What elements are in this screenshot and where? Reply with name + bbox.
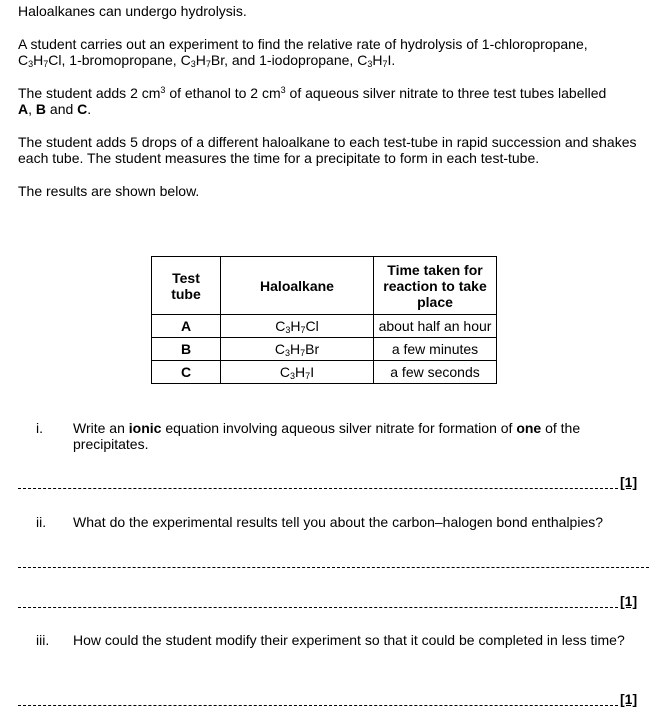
- cell-haloalkane: $C_3H_7I$: [221, 361, 374, 384]
- mark-allocation: [1]: [620, 691, 638, 707]
- header-test-tube: Test tube: [152, 257, 221, 315]
- header-haloalkane: Haloalkane: [221, 257, 374, 315]
- question-number: ii.: [36, 514, 47, 530]
- answer-line[interactable]: [18, 567, 649, 568]
- question-text: What do the experimental results tell you about the carbon–halogen bond enthalpies?: [73, 514, 604, 530]
- mark-allocation: [1]: [620, 474, 638, 490]
- intro-paragraph-method: The student adds 2 $cm^3$ of ethanol to 2 $cm^3$ of aqueous silver nitrate to three test tubes labelled A, B and C.: [18, 85, 607, 117]
- question-text: Write an ionic equation involving aqueous silver nitrate for formation of one of the precipitates.: [73, 420, 581, 452]
- table-header-row: [152, 257, 497, 315]
- intro-paragraph-procedure: The student adds 5 drops of a different haloalkane to each test-tube in rapid succession and shakes each tube. The student measures the time for a precipitate to form in each test-tube.: [18, 134, 637, 166]
- header-time-taken: Time taken for reaction to take place: [374, 257, 497, 315]
- table-row: [152, 315, 497, 338]
- cell-tube: B: [152, 338, 221, 361]
- question-number: iii.: [36, 632, 50, 648]
- cell-time: a few minutes: [374, 338, 497, 361]
- cell-tube: C: [152, 361, 221, 384]
- intro-line-hydrolysis: Haloalkanes can undergo hydrolysis.: [18, 3, 247, 19]
- question-number: i.: [36, 420, 43, 436]
- answer-line[interactable]: [18, 705, 618, 706]
- answer-line[interactable]: [18, 488, 618, 489]
- table-row: [152, 361, 497, 384]
- cell-time: a few seconds: [374, 361, 497, 384]
- cell-haloalkane: $C_3H_7Cl$: [221, 315, 374, 338]
- mark-allocation: [1]: [620, 593, 638, 609]
- intro-line-results: The results are shown below.: [18, 183, 200, 199]
- answer-line[interactable]: [18, 607, 618, 608]
- results-table: [151, 256, 497, 384]
- cell-tube: A: [152, 315, 221, 338]
- question-text: How could the student modify their experiment so that it could be completed in less time?: [73, 632, 625, 648]
- table-row: [152, 338, 497, 361]
- cell-time: about half an hour: [374, 315, 497, 338]
- cell-haloalkane: $C_3H_7Br$: [221, 338, 374, 361]
- intro-paragraph-experiment: A student carries out an experiment to find the relative rate of hydrolysis of 1-chloropropane, $C_3H_7Cl$, 1-bromopropane, $C_3H_7Br$, and 1-iodopropane, $C_3H_7I$.: [18, 36, 588, 69]
